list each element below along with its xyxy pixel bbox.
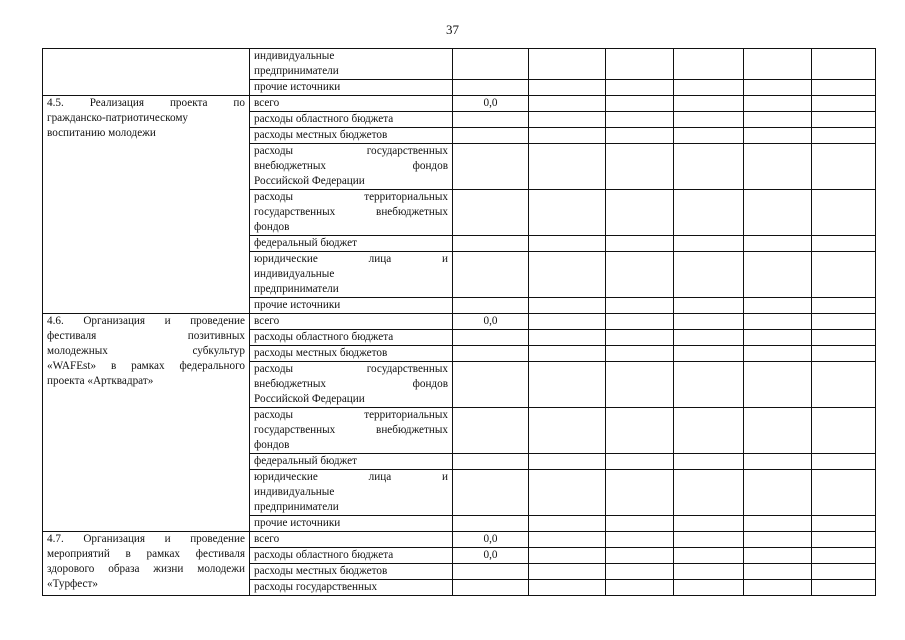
value-cell [453,80,529,96]
funding-source-line: юридические лица и [254,253,448,265]
empty-cell [674,470,744,516]
value-cell [453,330,529,346]
empty-cell [674,144,744,190]
funding-source [250,144,453,190]
value-cell [453,128,529,144]
funding-source-line: внебюджетных фондов [254,160,448,172]
funding-source-line: расходы местных бюджетов [254,565,388,577]
empty-cell [812,112,876,128]
empty-cell [674,49,744,80]
empty-cell [529,112,606,128]
empty-cell [606,236,674,252]
empty-cell [744,112,812,128]
funding-source-line: Российской Федерации [254,175,365,187]
empty-cell [529,49,606,80]
funding-source [250,548,453,564]
empty-cell [812,80,876,96]
page-number: 37 [446,22,459,37]
measure-line: 4.7. Организация и проведение [47,533,245,545]
empty-cell [606,362,674,408]
funding-source [250,408,453,454]
empty-cell [744,548,812,564]
empty-cell [606,80,674,96]
funding-source-line: расходы областного бюджета [254,331,394,343]
value-cell [453,190,529,236]
empty-cell [744,252,812,298]
empty-cell [606,112,674,128]
empty-cell [529,190,606,236]
measure-name-4-6 [43,314,250,532]
funding-source-line: расходы местных бюджетов [254,347,388,359]
empty-cell [606,49,674,80]
measure-line: здорового образа жизни молодежи [47,563,245,575]
empty-cell [606,96,674,112]
funding-source-line: предприниматели [254,65,339,77]
value-cell: 0,0 [453,96,529,112]
empty-cell [529,144,606,190]
empty-cell [674,128,744,144]
value-cell [453,144,529,190]
empty-cell [606,346,674,362]
empty-cell [529,330,606,346]
value-cell [453,580,529,596]
measure-line: «WAFEst» в рамках федерального [47,360,245,372]
value-cell [453,252,529,298]
empty-cell [529,314,606,330]
funding-source [250,362,453,408]
empty-cell [606,144,674,190]
empty-cell [529,80,606,96]
funding-source [250,580,453,596]
funding-source-line: фондов [254,221,290,233]
value-cell [453,49,529,80]
value-cell [453,454,529,470]
measure-line: проекта «Артквадрат» [47,375,154,387]
empty-cell [674,96,744,112]
value-cell: 0,0 [453,532,529,548]
value-cell [453,112,529,128]
value-cell: 0,0 [453,548,529,564]
empty-cell [674,408,744,454]
funding-source-line: Российской Федерации [254,393,365,405]
empty-cell [812,580,876,596]
funding-source-line: прочие источники [254,517,341,529]
empty-cell [812,516,876,532]
measure-cell-continued [43,49,250,96]
funding-source-line: индивидуальные [254,50,335,62]
value-cell [453,346,529,362]
funding-source-line: всего [254,97,280,109]
value-cell [453,564,529,580]
empty-cell [812,470,876,516]
table-row [43,49,876,80]
empty-cell [606,470,674,516]
funding-source [250,346,453,362]
measure-name-4-5 [43,96,250,314]
empty-cell [812,408,876,454]
measure-line: 4.5. Реализация проекта по [47,97,245,109]
empty-cell [744,298,812,314]
empty-cell [606,252,674,298]
empty-cell [529,548,606,564]
funding-source-line: государственных внебюджетных [254,206,448,218]
empty-cell [744,516,812,532]
empty-cell [606,128,674,144]
empty-cell [606,548,674,564]
funding-source-line: расходы государственных [254,363,448,375]
empty-cell [674,80,744,96]
funding-source-line: расходы территориальных [254,191,448,203]
budget-table [42,48,876,596]
empty-cell [744,580,812,596]
funding-source [250,470,453,516]
empty-cell [674,454,744,470]
empty-cell [529,346,606,362]
empty-cell [744,532,812,548]
value-cell [453,236,529,252]
empty-cell [529,408,606,454]
funding-source [250,190,453,236]
empty-cell [812,548,876,564]
empty-cell [744,96,812,112]
empty-cell [674,580,744,596]
table-row [43,532,876,548]
empty-cell [606,408,674,454]
funding-source-line: всего [254,315,280,327]
empty-cell [812,96,876,112]
funding-source [250,80,453,96]
measure-name-4-7 [43,532,250,596]
funding-source [250,49,453,80]
empty-cell [529,516,606,532]
empty-cell [529,128,606,144]
empty-cell [674,314,744,330]
measure-line: молодежных субкультур [47,345,245,357]
empty-cell [812,298,876,314]
empty-cell [674,298,744,314]
funding-source [250,128,453,144]
empty-cell [674,330,744,346]
table-row [43,96,876,112]
table-row [43,314,876,330]
empty-cell [744,470,812,516]
empty-cell [812,330,876,346]
empty-cell [812,314,876,330]
measure-line: гражданско-патриотическому [47,112,189,124]
empty-cell [744,314,812,330]
value-cell [453,298,529,314]
empty-cell [606,564,674,580]
empty-cell [674,252,744,298]
empty-cell [674,362,744,408]
empty-cell [812,190,876,236]
measure-line: 4.6. Организация и проведение [47,315,245,327]
funding-source [250,298,453,314]
empty-cell [674,532,744,548]
value-cell [453,408,529,454]
empty-cell [529,96,606,112]
empty-cell [606,516,674,532]
empty-cell [606,580,674,596]
funding-source-line: индивидуальные [254,268,335,280]
measure-line: фестиваля позитивных [47,330,245,342]
empty-cell [812,144,876,190]
empty-cell [812,346,876,362]
empty-cell [744,408,812,454]
empty-cell [529,532,606,548]
funding-source [250,330,453,346]
empty-cell [529,362,606,408]
empty-cell [812,49,876,80]
funding-source-line: федеральный бюджет [254,237,357,249]
value-cell: 0,0 [453,314,529,330]
funding-source-line: расходы местных бюджетов [254,129,388,141]
empty-cell [812,252,876,298]
empty-cell [606,454,674,470]
funding-source-line: внебюджетных фондов [254,378,448,390]
empty-cell [529,580,606,596]
funding-source-line: прочие источники [254,81,341,93]
funding-source-line: предприниматели [254,501,339,513]
empty-cell [744,454,812,470]
value-cell [453,362,529,408]
empty-cell [674,346,744,362]
empty-cell [744,49,812,80]
empty-cell [529,470,606,516]
funding-source-line: федеральный бюджет [254,455,357,467]
empty-cell [606,330,674,346]
empty-cell [674,564,744,580]
empty-cell [674,190,744,236]
value-cell [453,516,529,532]
empty-cell [744,80,812,96]
funding-source-line: государственных внебюджетных [254,424,448,436]
empty-cell [744,564,812,580]
empty-cell [529,298,606,314]
funding-source-line: предприниматели [254,283,339,295]
funding-source [250,252,453,298]
empty-cell [744,362,812,408]
empty-cell [812,454,876,470]
funding-source [250,532,453,548]
empty-cell [744,128,812,144]
funding-source-line: расходы областного бюджета [254,549,394,561]
empty-cell [744,330,812,346]
empty-cell [606,190,674,236]
funding-source-line: прочие источники [254,299,341,311]
empty-cell [812,564,876,580]
funding-source [250,564,453,580]
empty-cell [812,532,876,548]
funding-source-line: фондов [254,439,290,451]
empty-cell [744,190,812,236]
empty-cell [674,112,744,128]
empty-cell [812,128,876,144]
empty-cell [744,144,812,190]
funding-source [250,236,453,252]
value-cell [453,470,529,516]
empty-cell [674,236,744,252]
measure-line: «Турфест» [47,578,98,590]
empty-cell [606,314,674,330]
empty-cell [674,548,744,564]
funding-source-line: расходы областного бюджета [254,113,394,125]
funding-source-line: расходы территориальных [254,409,448,421]
empty-cell [606,298,674,314]
empty-cell [744,346,812,362]
funding-source-line: юридические лица и [254,471,448,483]
funding-source [250,314,453,330]
funding-source [250,96,453,112]
empty-cell [529,236,606,252]
funding-source [250,454,453,470]
funding-source-line: индивидуальные [254,486,335,498]
funding-source [250,516,453,532]
funding-source-line: всего [254,533,280,545]
empty-cell [529,252,606,298]
empty-cell [529,564,606,580]
funding-source [250,112,453,128]
empty-cell [744,236,812,252]
empty-cell [812,236,876,252]
empty-cell [606,532,674,548]
funding-source-line: расходы государственных [254,145,448,157]
empty-cell [812,362,876,408]
measure-line: мероприятий в рамках фестиваля [47,548,245,560]
empty-cell [529,454,606,470]
funding-source-line: расходы государственных [254,581,378,593]
measure-line: воспитанию молодежи [47,127,156,139]
empty-cell [674,516,744,532]
